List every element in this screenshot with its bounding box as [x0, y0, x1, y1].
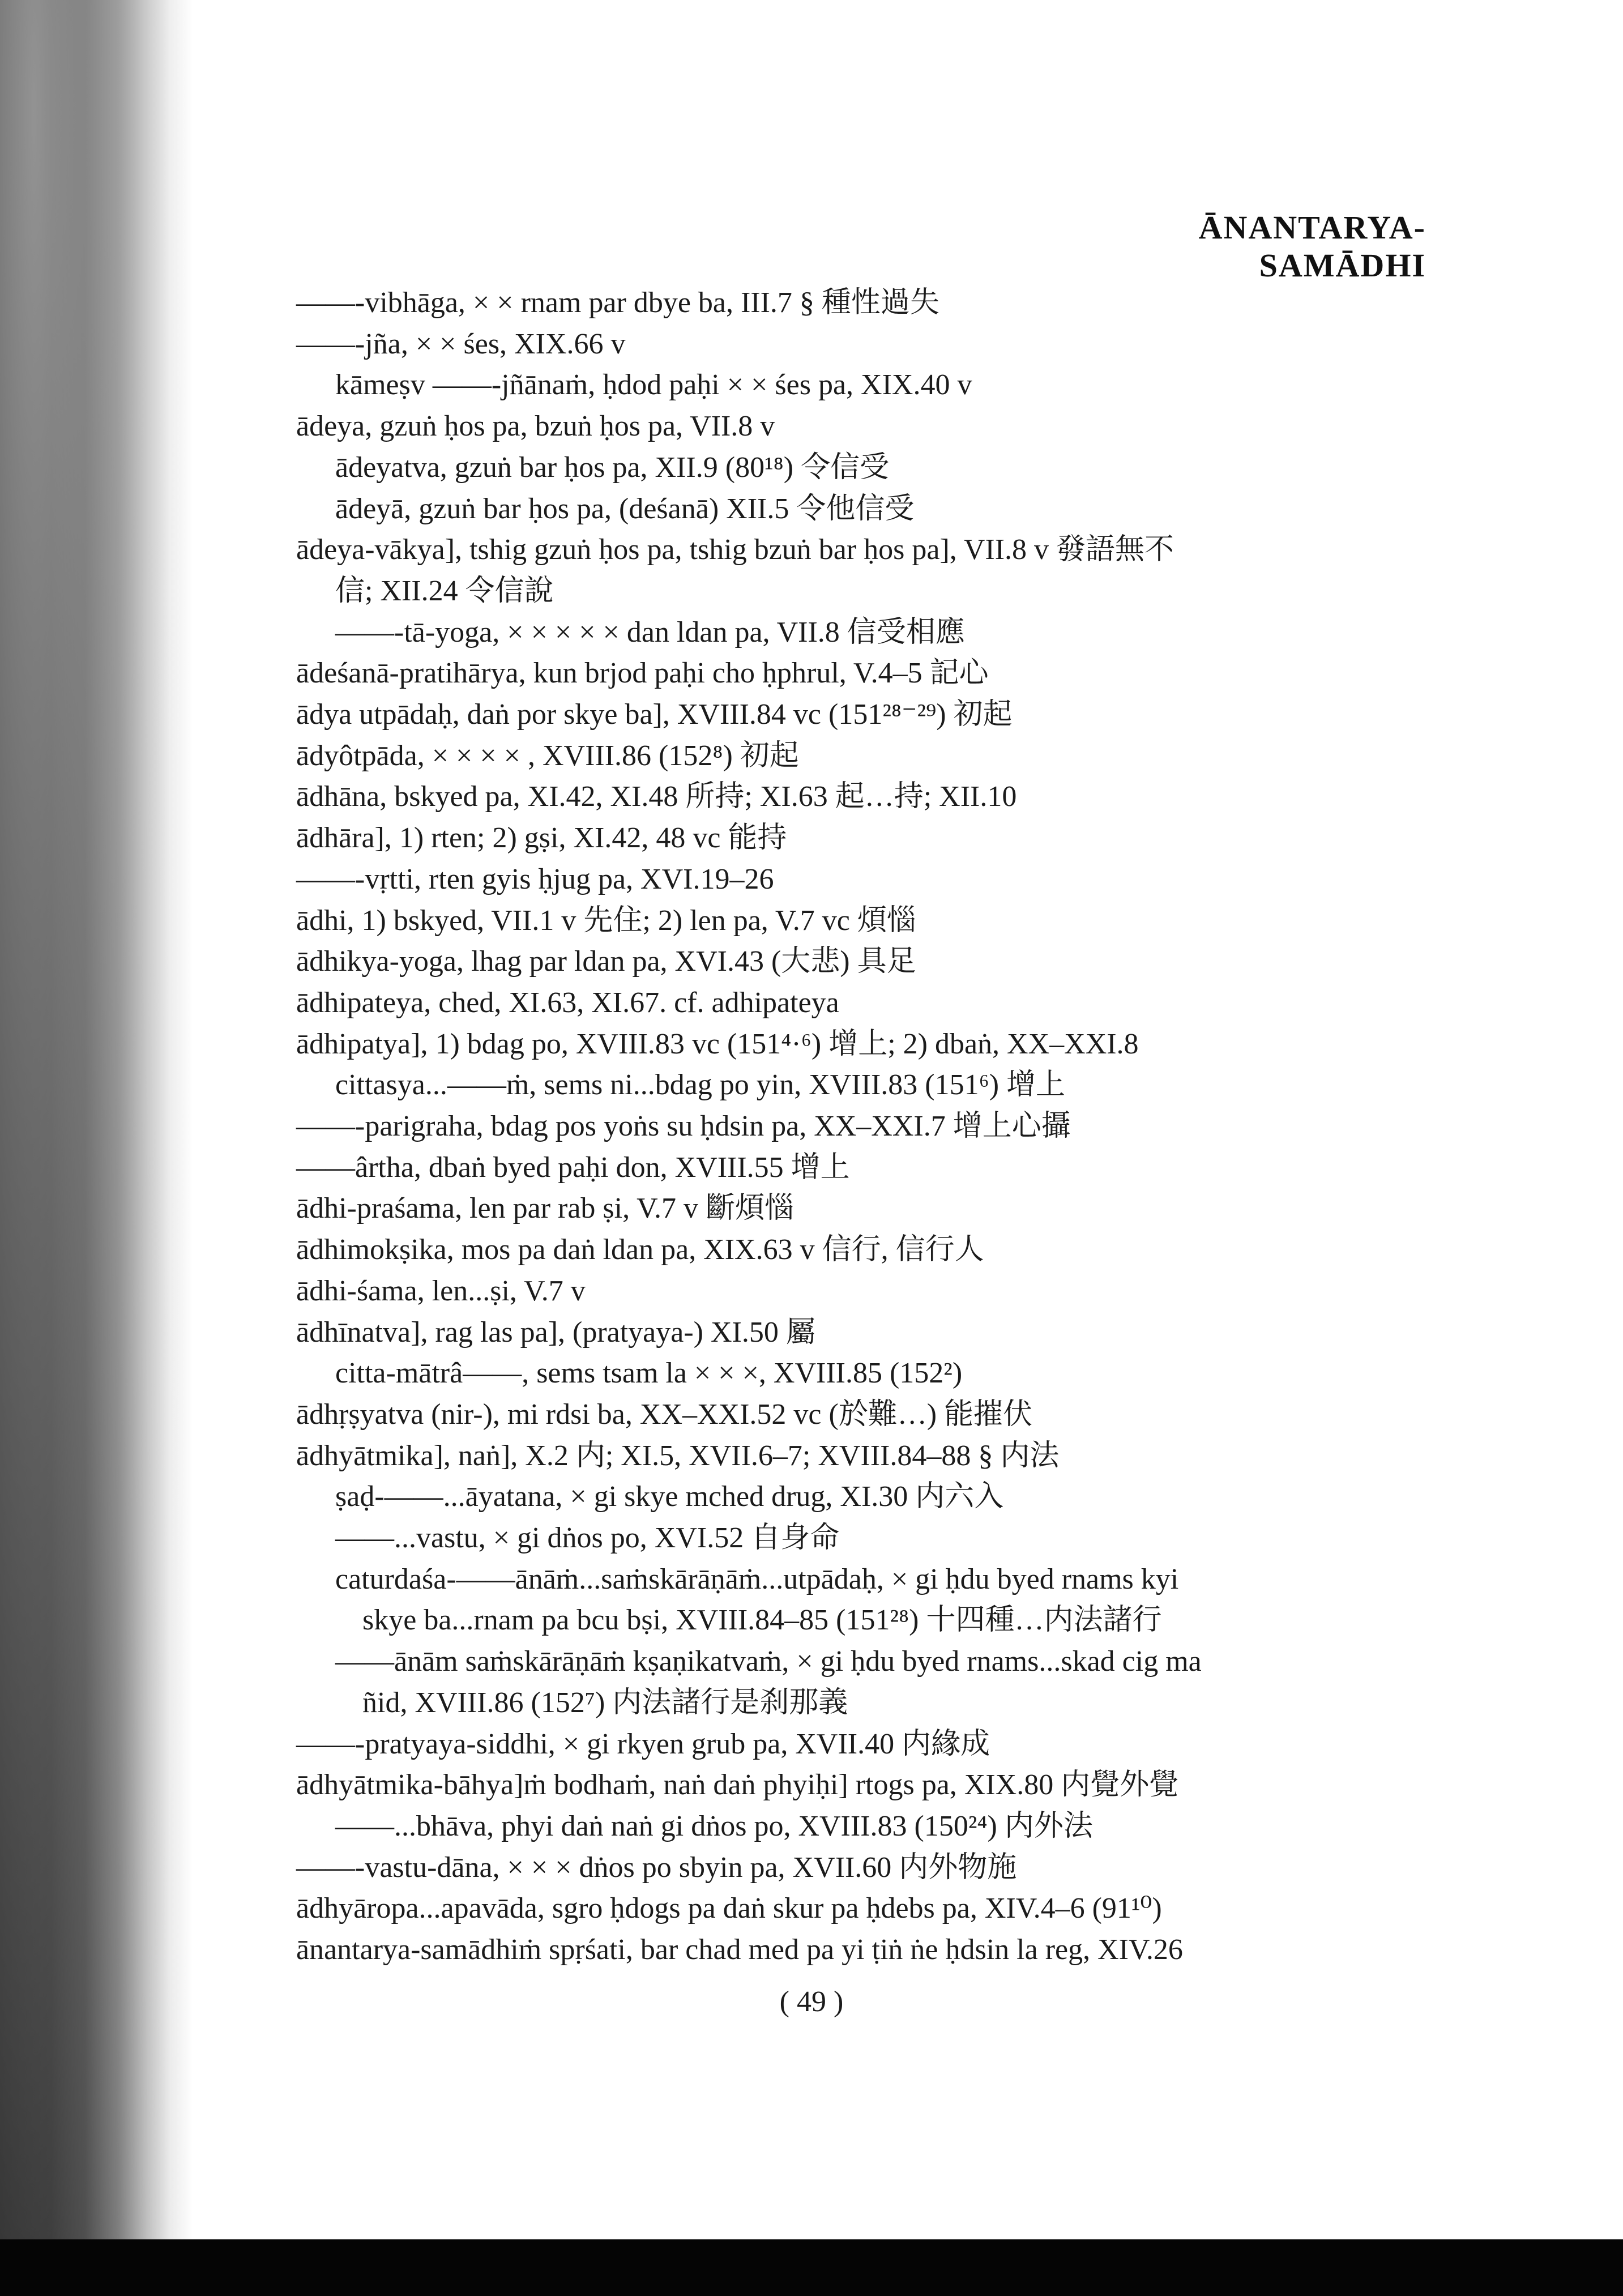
- index-entry-line: ādhyāropa...apavāda, sgro ḥdogs pa daṅ skur pa ḥdebs pa, XIV.4–6 (91¹⁰): [296, 1892, 1162, 1924]
- index-entry-line: ādhyātmika], naṅ], X.2 内; XI.5, XVII.6–7; XVIII.84–88 § 内法: [296, 1440, 1060, 1472]
- index-entry-line: ādhāna, bskyed pa, XI.42, XI.48 所持; XI.63 起…持; XII.10: [296, 780, 1017, 813]
- index-entry-line: ——-vṛtti, rten gyis ḥjug pa, XVI.19–26: [296, 863, 774, 895]
- index-entry-line: citta-mātrâ——, sems tsam la × × ×, XVIII.85 (152²): [335, 1357, 963, 1389]
- index-entry-line: ādhikya-yoga, lhag par ldan pa, XVI.43 (大悲) 具足: [296, 945, 916, 978]
- index-entry-line: ——-tā-yoga, × × × × × dan ldan pa, VII.8 信受相應: [335, 616, 965, 648]
- scan-bottom-band: [0, 2239, 1623, 2296]
- index-entry-line: ——...vastu, × gi dṅos po, XVI.52 自身命: [335, 1522, 840, 1554]
- index-entry-line: ādeya-vākya], tshig gzuṅ ḥos pa, tshig bzuṅ bar ḥos pa], VII.8 v 發語無不: [296, 534, 1174, 566]
- index-entry-line: ——ârtha, dbaṅ byed paḥi don, XVIII.55 增上: [296, 1151, 850, 1184]
- index-entry-line: caturdaśa-——ānāṁ...saṁskārāṇāṁ...utpādaḥ, × gi ḥdu byed rnams kyi: [335, 1563, 1179, 1595]
- page-number: ( 49 ): [779, 1986, 844, 2018]
- index-entry-line: ādhyātmika-bāhya]ṁ bodhaṁ, naṅ daṅ phyiḥi] rtogs pa, XIX.80 内覺外覺: [296, 1769, 1179, 1801]
- index-entry-line: ñid, XVIII.86 (152⁷) 内法諸行是刹那義: [362, 1687, 848, 1719]
- index-entry-line: 信; XII.24 令信說: [335, 575, 554, 607]
- index-entry-line: ——-vastu-dāna, × × × dṅos po sbyin pa, XVII.60 内外物施: [296, 1851, 1017, 1884]
- index-entry-line: ādyôtpāda, × × × × , XVIII.86 (152⁸) 初起: [296, 740, 799, 772]
- index-entry-line: ——-parigraha, bdag pos yoṅs su ḥdsin pa, XX–XXI.7 增上心攝: [296, 1110, 1071, 1142]
- index-entry-line: ——ānām saṁskārāṇāṁ kṣaṇikatvaṁ, × gi ḥdu byed rnams...skad cig ma: [335, 1645, 1202, 1678]
- index-entry-line: ṣaḍ-——...āyatana, × gi skye mched drug, XI.30 内六入: [335, 1480, 1004, 1513]
- index-entry-line: ādeyā, gzuṅ bar ḥos pa, (deśanā) XII.5 令他信受: [335, 493, 915, 525]
- index-entry-line: ——-vibhāga, × × rnam par dbye ba, III.7 § 種性過失: [296, 287, 939, 319]
- index-entry-line: ——...bhāva, phyi daṅ naṅ gi dṅos po, XVIII.83 (150²⁴) 内外法: [335, 1810, 1093, 1842]
- index-entry-line: ādhimokṣika, mos pa daṅ ldan pa, XIX.63 v 信行, 信行人: [296, 1234, 984, 1266]
- index-entry-line: skye ba...rnam pa bcu bṣi, XVIII.84–85 (151²⁸) 十四種…内法諸行: [362, 1604, 1162, 1636]
- index-entry-line: ādeśanā-pratihārya, kun brjod paḥi cho ḥphrul, V.4–5 記心: [296, 657, 989, 689]
- running-head: ĀNANTARYA-SAMĀDHI: [1198, 209, 1426, 284]
- index-entry-line: ādhipateya, ched, XI.63, XI.67. cf. adhipateya: [296, 987, 839, 1019]
- index-entry-line: ādeyatva, gzuṅ bar ḥos pa, XII.9 (80¹⁸) 令信受: [335, 451, 890, 484]
- index-entry-line: ādhīnatva], rag las pa], (pratyaya-) XI.50 屬: [296, 1316, 815, 1348]
- index-entry-line: ānantarya-samādhiṁ spṛśati, bar chad med pa yi ṭiṅ ṅe ḥdsin la reg, XIV.26: [296, 1934, 1183, 1966]
- index-entry-line: ādeya, gzuṅ ḥos pa, bzuṅ ḥos pa, VII.8 v: [296, 410, 775, 442]
- index-entry-line: cittasya...——ṁ, sems ni...bdag po yin, XVIII.83 (151⁶) 增上: [335, 1069, 1066, 1101]
- index-entry-line: ādhi-śama, len...ṣi, V.7 v: [296, 1275, 586, 1307]
- index-entry-line: ——-pratyaya-siddhi, × gi rkyen grub pa, XVII.40 内緣成: [296, 1728, 990, 1760]
- index-entry-line: ādhi-praśama, len par rab ṣi, V.7 v 斷煩惱: [296, 1192, 794, 1224]
- index-entry-line: ādhi, 1) bskyed, VII.1 v 先住; 2) len pa, V.7 vc 煩惱: [296, 904, 916, 937]
- index-entry-line: ādhṛṣyatva (nir-), mi rdsi ba, XX–XXI.52 vc (於難…) 能摧伏: [296, 1398, 1033, 1431]
- index-entry-line: kāmeṣv ——-jñānaṁ, ḥdod paḥi × × śes pa, XIX.40 v: [335, 369, 972, 401]
- index-entry-line: ādhipatya], 1) bdag po, XVIII.83 vc (151⁴·⁶) 增上; 2) dbaṅ, XX–XXI.8: [296, 1028, 1139, 1060]
- index-entry-line: ——-jña, × × śes, XIX.66 v: [296, 328, 626, 360]
- scan-edge-highlight: [0, 0, 193, 2296]
- index-entry-line: ādhāra], 1) rten; 2) gṣi, XI.42, 48 vc 能持: [296, 822, 787, 854]
- index-entry-line: ādya utpādaḥ, daṅ por skye ba], XVIII.84 vc (151²⁸⁻²⁹) 初起: [296, 698, 1013, 731]
